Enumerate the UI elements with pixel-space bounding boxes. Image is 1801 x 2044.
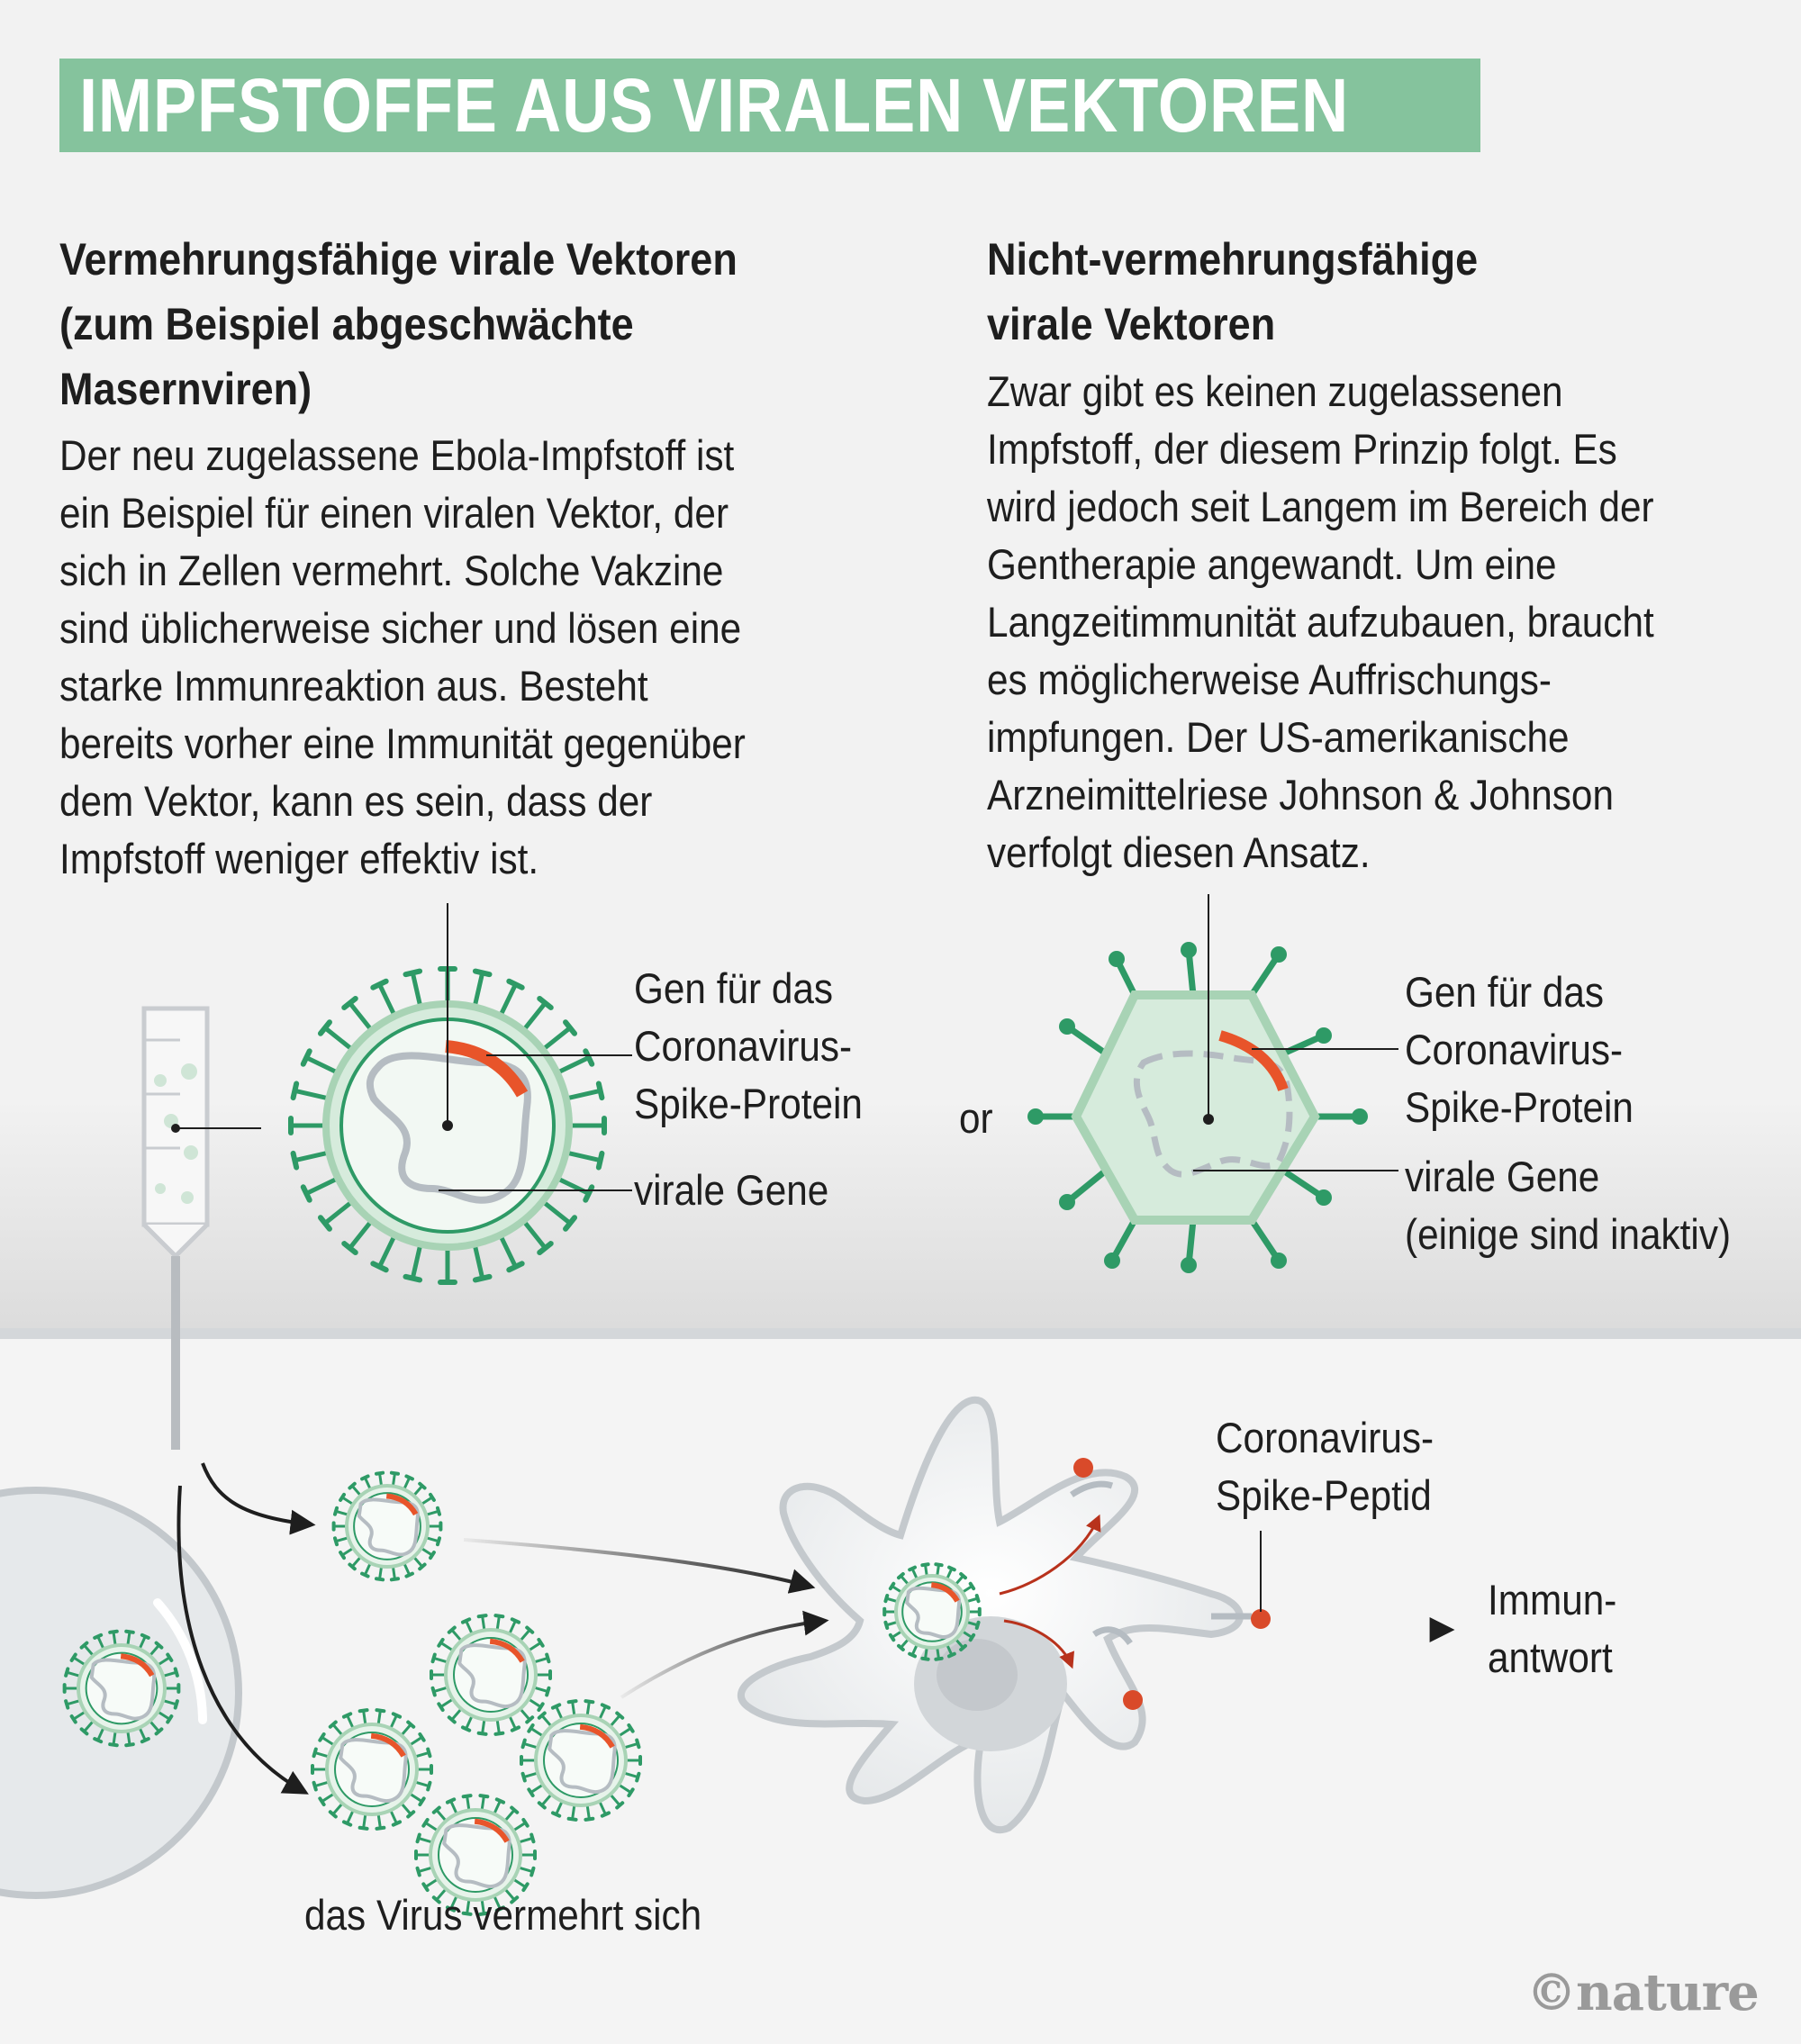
spike-cap [376, 1828, 384, 1829]
spike-cap [910, 1568, 915, 1570]
spike-cap [585, 1051, 592, 1063]
spike-cap [373, 1263, 385, 1270]
spike [413, 1557, 421, 1567]
spike [315, 1782, 329, 1786]
spike [452, 1709, 461, 1720]
spike-cap [376, 1578, 383, 1579]
spike-cap [394, 1822, 400, 1824]
spike [342, 1548, 353, 1555]
spike [524, 1743, 538, 1748]
spike [364, 1711, 366, 1725]
spike-cap [936, 1564, 941, 1565]
spike-cap [585, 1187, 592, 1199]
spike-cap [418, 1835, 420, 1842]
spike-cap [523, 1741, 525, 1748]
small-virus [521, 1701, 640, 1820]
spike-tip [1271, 1253, 1287, 1269]
spike [421, 1497, 432, 1505]
spike-cap [495, 1615, 502, 1616]
spike-cap [344, 1822, 350, 1824]
spike [365, 1563, 370, 1575]
spike [483, 1719, 484, 1733]
spike-cap [360, 1828, 367, 1829]
spike-cap [438, 1538, 439, 1544]
spike [365, 1478, 370, 1489]
spike-cap [547, 1688, 548, 1696]
right-body: Zwar gibt es keinen zugelassenen Impfstoff, der diesem Prinzip folgt. Es wird jedoch seit Langem im Bereich der Gentherapie angewandt. Um eine Langzeitimmunität aufzubauen, braucht es möglicherweise Auffrischungs- impfungen. Der US-amerikanische Arzneimittelriese Johnson & Johnson verfolgt diesen Ansatz. [987, 367, 1654, 876]
spike-cap [509, 1263, 521, 1270]
spike [391, 1715, 397, 1729]
spike [380, 1473, 382, 1486]
right-heading: Nicht-vermehrungsfähige virale Vektoren [987, 234, 1479, 349]
spike-cap [428, 1750, 430, 1757]
spike-cap [360, 1710, 367, 1711]
spike [624, 1773, 638, 1777]
spike [452, 1630, 461, 1641]
spike-cap [294, 1153, 297, 1168]
viral-genes-label-left: virale Gene [634, 1166, 829, 1214]
spike [524, 1773, 538, 1777]
spike-tip [1181, 942, 1197, 958]
spike [467, 1796, 469, 1811]
spike [497, 1719, 499, 1733]
spike-cap [303, 1051, 310, 1063]
spike [529, 1699, 540, 1707]
spike-cap [314, 1783, 316, 1790]
spike [348, 1715, 354, 1729]
spike-cap [463, 1727, 469, 1730]
spike [611, 1715, 620, 1726]
spike-cap [637, 1774, 638, 1781]
spike-cap [480, 1795, 487, 1796]
spike-cap [637, 1741, 638, 1748]
spike-cap [509, 981, 521, 988]
spike-cap [531, 1868, 533, 1876]
replicates-label: das Virus vermehrt sich [304, 1891, 702, 1939]
spike-cap [475, 1277, 490, 1280]
spike-cap [176, 1701, 177, 1707]
spike [505, 1810, 514, 1821]
spike-cap [373, 981, 385, 988]
spike-cap [599, 1083, 602, 1098]
spike [410, 1794, 421, 1802]
spike [437, 1810, 446, 1821]
spike-cap [362, 1574, 368, 1577]
spike-tip [1027, 1108, 1044, 1125]
spike-cap [479, 1615, 486, 1616]
small-virus [312, 1710, 431, 1829]
left-heading: Vermehrungsfähige virale Vektoren (zum Beispiel abgeschwächte Masernviren) [59, 234, 738, 414]
spike-cap [977, 1623, 979, 1628]
spike [434, 1658, 448, 1662]
left-body: Der neu zugelassene Ebola-Impfstoff ist ein Beispiel für einen viralen Vektor, der sich in Zellen vermehrt. Solche Vakzine sind üblicherweise sicher und lösen eine starke Immunreaktion aus. Besteht bereits vorher eine Immunität gegenüber dem Vektor, kann es sein, dass der Impfstoff weniger effektiv ist. [59, 431, 746, 882]
spike [587, 1804, 589, 1819]
spike [510, 1621, 516, 1634]
spike [440, 1699, 452, 1707]
spike-cap [376, 1710, 384, 1711]
spike [426, 1511, 439, 1515]
spike [440, 1642, 452, 1651]
spike [333, 1804, 342, 1814]
spike-cap [464, 1795, 471, 1796]
spike-cap [376, 1473, 383, 1474]
spike [425, 1822, 437, 1831]
spike [404, 1478, 410, 1489]
spike [619, 1785, 630, 1793]
spike [404, 1563, 410, 1575]
gene-label-right: Gen für das Coronavirus- Spike-Protein [1405, 968, 1634, 1131]
spike [530, 1728, 542, 1736]
spike-cap [602, 1813, 609, 1815]
spike [520, 1630, 529, 1641]
spike-cap [406, 1476, 412, 1479]
spike-cap [433, 1655, 435, 1662]
spike-cap [294, 1083, 297, 1098]
spike-tip [1059, 1194, 1075, 1210]
spike [483, 1616, 484, 1631]
spike-cap [949, 1654, 955, 1657]
spike-cap [479, 1733, 486, 1734]
spike-cap [110, 1744, 117, 1745]
spike-tip [1181, 1257, 1197, 1273]
nature-credit: ©nature [1526, 1963, 1759, 2022]
spike-cap [405, 972, 420, 975]
spike-cap [335, 1538, 337, 1544]
spike [391, 1810, 397, 1823]
spike [393, 1473, 394, 1486]
viral-genes-label-right: virale Gene (einige sind inaktiv) [1405, 1153, 1732, 1258]
spike-tip [1271, 946, 1287, 963]
spike [497, 1616, 499, 1631]
spike [336, 1538, 348, 1542]
spike-cap [475, 972, 490, 975]
syringe [144, 1008, 261, 1450]
spike [321, 1794, 333, 1802]
spike [534, 1687, 548, 1692]
spike [519, 1868, 532, 1872]
spike [364, 1813, 366, 1828]
spike [378, 1711, 380, 1725]
spike [378, 1813, 380, 1828]
spike [534, 1658, 548, 1662]
spike-cap [394, 1714, 400, 1716]
spike-cap [512, 1619, 519, 1622]
spike-cap [176, 1669, 177, 1675]
spike-cap [977, 1596, 979, 1601]
spike-cap [585, 1819, 593, 1820]
gene-label-left: Gen für das Coronavirus- Spike-Protein [634, 964, 863, 1127]
spike-cap [569, 1819, 576, 1820]
arrow-to-small-virus [203, 1463, 311, 1524]
spike-cap [585, 1701, 593, 1702]
spike-cap [392, 1578, 398, 1579]
spike [419, 1838, 432, 1842]
spike-cap [463, 1619, 469, 1622]
spike [619, 1728, 630, 1736]
spike-cap [314, 1750, 316, 1757]
spike-cap [569, 1701, 576, 1702]
spike [494, 1801, 501, 1814]
spike [600, 1801, 606, 1814]
spike-cap [885, 1623, 887, 1628]
spike [573, 1702, 575, 1716]
spike [587, 1702, 589, 1716]
spike [624, 1743, 638, 1748]
spike-cap [438, 1508, 439, 1515]
spike [352, 1557, 360, 1567]
spike-tip [1352, 1108, 1368, 1125]
spike-cap [602, 1705, 609, 1707]
spike-cap [523, 1774, 525, 1781]
spike-tip [1316, 1189, 1332, 1206]
spike-cap [66, 1701, 68, 1707]
spike [380, 1567, 382, 1579]
spike [415, 1752, 429, 1757]
spike-cap [497, 1799, 503, 1802]
spike-cap [362, 1476, 368, 1479]
spike [393, 1567, 394, 1579]
spike-cap [949, 1568, 955, 1570]
spike [513, 1822, 525, 1831]
spike [413, 1486, 421, 1496]
spike [315, 1752, 329, 1757]
spike-cap [335, 1508, 337, 1515]
spike [542, 1715, 551, 1726]
spike-cap [936, 1659, 941, 1660]
spike [466, 1621, 473, 1634]
spike [321, 1737, 333, 1745]
spike-cap [428, 1783, 430, 1790]
spike-cap [418, 1868, 420, 1876]
spike [419, 1868, 432, 1872]
dendritic-cell [741, 1400, 1271, 1830]
spike-tip [1059, 1018, 1075, 1035]
arrow-to-dendritic-1 [464, 1540, 810, 1587]
spike [352, 1486, 360, 1496]
small-virus [334, 1473, 441, 1580]
spike [336, 1511, 348, 1515]
spike-cap [599, 1153, 602, 1168]
page-title: IMPFSTOFFE AUS VIRALEN VEKTOREN [79, 63, 1350, 148]
immune-response-label: Immun- antwort [1488, 1576, 1617, 1681]
small-virus [65, 1632, 179, 1746]
spike [434, 1687, 448, 1692]
spike-cap [531, 1835, 533, 1842]
spike [482, 1796, 484, 1811]
spike [402, 1804, 411, 1814]
spike [519, 1838, 532, 1842]
spike [466, 1715, 473, 1729]
spike [557, 1706, 563, 1720]
spike [333, 1724, 342, 1735]
spike [529, 1642, 540, 1651]
spike-cap [922, 1564, 928, 1565]
spike-cap [922, 1659, 928, 1660]
spike [542, 1795, 551, 1805]
spike-cap [512, 1727, 519, 1730]
replicating-virus [291, 903, 632, 1282]
spike-cap [344, 1714, 350, 1716]
spike [426, 1538, 439, 1542]
spike [573, 1804, 575, 1819]
non-replicating-virus [1027, 894, 1398, 1273]
spike-cap [433, 1688, 435, 1696]
spike [451, 1801, 457, 1814]
spike [348, 1810, 354, 1823]
small-virus [884, 1564, 980, 1659]
spike-peptide-label: Coronavirus- Spike-Peptid [1216, 1414, 1434, 1519]
spike [421, 1548, 432, 1555]
spike-cap [553, 1705, 559, 1707]
spike-cap [448, 1799, 454, 1802]
spike-tip [1104, 1253, 1120, 1269]
virus-in-cell [884, 1564, 980, 1659]
spike-cap [885, 1596, 887, 1601]
spike [557, 1801, 563, 1814]
spike [520, 1709, 529, 1720]
spike-cap [126, 1744, 133, 1745]
spike [410, 1737, 421, 1745]
spike [510, 1715, 516, 1729]
spike-cap [406, 1574, 412, 1577]
spike-cap [547, 1655, 548, 1662]
small-virus [431, 1615, 550, 1734]
spike-cap [553, 1813, 559, 1815]
or-label: or [959, 1094, 993, 1142]
spike-cap [392, 1473, 398, 1474]
spike [415, 1782, 429, 1786]
spike-tip [1109, 951, 1125, 967]
spike [611, 1795, 620, 1805]
spike [530, 1785, 542, 1793]
spike-cap [405, 1277, 420, 1280]
spike-cap [910, 1654, 915, 1657]
spike-cap [66, 1669, 68, 1675]
spike-cap [303, 1187, 310, 1199]
spike-tip [1316, 1027, 1332, 1044]
spike [342, 1497, 353, 1505]
spike [402, 1724, 411, 1735]
spike-cap [495, 1733, 502, 1734]
spike [600, 1706, 606, 1720]
